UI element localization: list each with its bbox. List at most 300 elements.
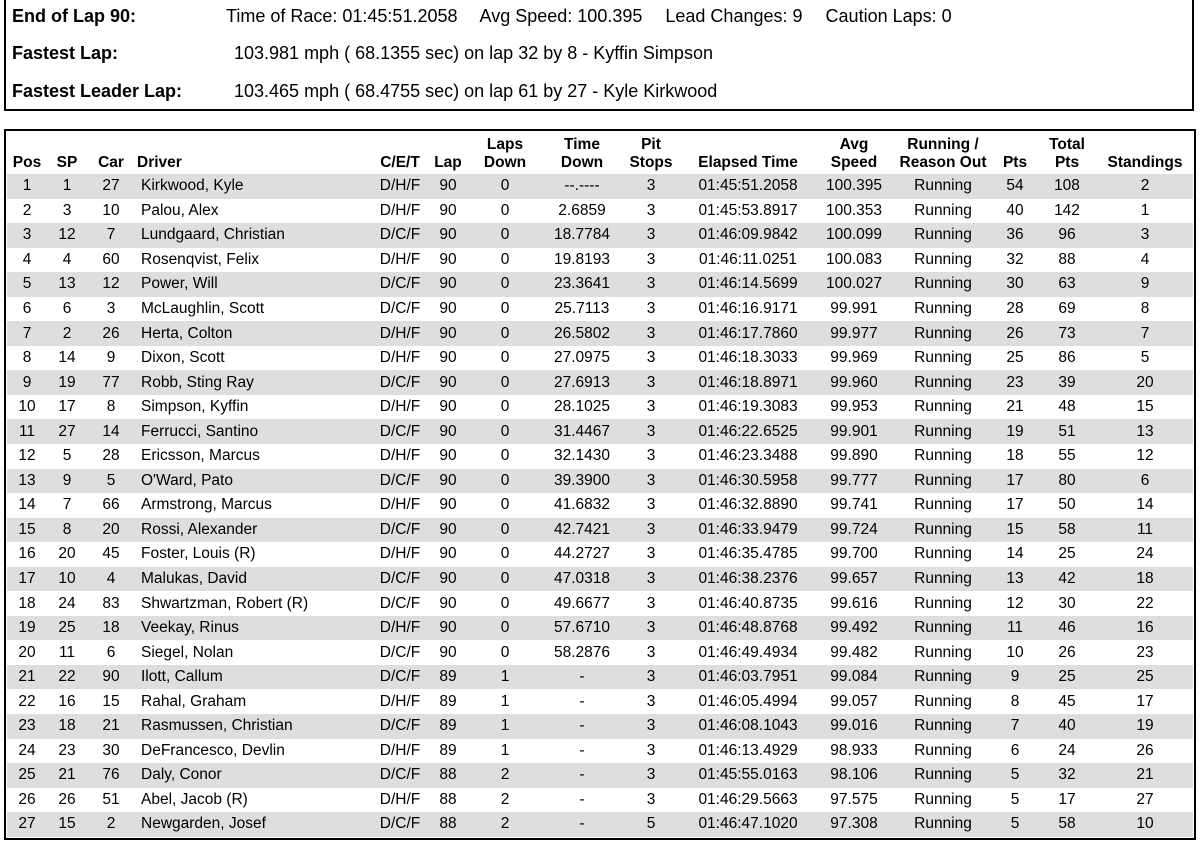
cell-total-pts: 142	[1054, 201, 1080, 219]
cell-avg-speed: 99.700	[830, 545, 878, 563]
cell-cet: D/C/F	[379, 594, 421, 612]
cell-time-down: 27.6913	[543, 370, 621, 395]
cell-sp: 21	[47, 763, 87, 788]
cell-standings: 20	[1097, 370, 1193, 395]
cell-avg-speed: 99.777	[815, 469, 893, 494]
cell-elapsed-time: 01:46:08.1043	[681, 714, 815, 739]
cell-pos: 18	[18, 594, 36, 612]
caution-laps-label: Caution Laps:	[825, 6, 937, 26]
col-header-lap: Lap	[434, 154, 462, 171]
cell-pos: 13	[7, 469, 47, 494]
cell-sp: 19	[47, 370, 87, 395]
cell-pos: 11	[7, 419, 47, 444]
cell-pit-stops: 3	[621, 174, 681, 199]
cell-standings: 6	[1097, 469, 1193, 494]
cell-pit-stops: 3	[621, 223, 681, 248]
cell-car: 12	[87, 272, 135, 297]
cell-total-pts: 58	[1037, 518, 1097, 543]
cell-pit-stops: 3	[646, 790, 656, 808]
cell-car: 8	[106, 398, 116, 416]
cell-driver: Palou, Alex	[141, 201, 219, 219]
cell-total-pts: 96	[1037, 223, 1097, 248]
cell-cet: D/H/F	[371, 616, 429, 641]
cell-total-pts: 51	[1037, 419, 1097, 444]
cell-lap: 90	[429, 469, 467, 494]
cell-running: Running	[914, 250, 972, 268]
cell-total-pts: 80	[1037, 469, 1097, 494]
table-row	[7, 542, 1193, 567]
cell-pit-stops: 3	[621, 714, 681, 739]
cell-pts: 11	[993, 616, 1037, 641]
cell-driver: Ericsson, Marcus	[141, 447, 260, 465]
cell-pts: 5	[1010, 790, 1020, 808]
cell-time-down: 2.6859	[558, 201, 606, 219]
cell-standings: 13	[1097, 419, 1193, 444]
table-row	[7, 518, 1193, 543]
cell-lap: 90	[439, 594, 457, 612]
cell-running: Running	[893, 518, 993, 543]
cell-elapsed-time: 01:46:11.0251	[699, 250, 797, 268]
cell-standings: 26	[1136, 741, 1154, 759]
fastest-lap-value: 103.981 mph ( 68.1355 sec) on lap 32 by 8 - Kyffin Simpson	[234, 43, 713, 63]
cell-sp: 8	[47, 518, 87, 543]
cell-sp: 26	[58, 790, 76, 808]
cell-sp: 3	[62, 201, 72, 219]
cell-pts: 5	[993, 812, 1037, 837]
cell-elapsed-time: 01:46:17.7860	[681, 321, 815, 346]
cell-avg-speed: 97.575	[830, 790, 878, 808]
cell-total-pts: 86	[1058, 349, 1076, 367]
cell-time-down: -	[543, 763, 621, 788]
cell-running: Running	[914, 398, 972, 416]
cell-running: Running	[914, 201, 972, 219]
cell-cet: D/C/F	[371, 469, 429, 494]
cell-laps-down: 0	[467, 518, 543, 543]
cell-sp: 16	[58, 692, 76, 710]
table-row	[7, 272, 1193, 297]
cell-sp: 12	[47, 223, 87, 248]
cell-avg-speed: 99.492	[815, 616, 893, 641]
cell-standings: 18	[1097, 567, 1193, 592]
results-table	[7, 134, 1193, 837]
cell-laps-down: 1	[467, 665, 543, 690]
table-row	[7, 346, 1193, 371]
cell-driver: Ferrucci, Santino	[135, 419, 371, 444]
cell-avg-speed: 100.083	[825, 250, 883, 268]
cell-sp: 18	[47, 714, 87, 739]
cell-driver: Armstrong, Marcus	[141, 496, 272, 514]
cell-pos: 23	[7, 714, 47, 739]
cell-time-down: -	[579, 790, 585, 808]
col-header-cet: C/E/T	[380, 154, 420, 171]
cell-laps-down: 0	[467, 419, 543, 444]
cell-car: 76	[87, 763, 135, 788]
cell-cet: D/H/F	[379, 398, 421, 416]
cell-pts: 40	[1006, 201, 1024, 219]
cell-time-down: 19.8193	[553, 250, 611, 268]
cell-total-pts: 55	[1058, 447, 1076, 465]
cell-pit-stops: 3	[621, 419, 681, 444]
cell-cet: D/H/F	[371, 321, 429, 346]
cell-laps-down: 0	[467, 370, 543, 395]
cell-time-down: 26.5802	[543, 321, 621, 346]
col-header-time-down: Time Down	[560, 136, 604, 171]
cell-avg-speed: 97.308	[815, 812, 893, 837]
cell-lap: 90	[439, 643, 457, 661]
cell-car: 21	[87, 714, 135, 739]
cell-running: Running	[914, 300, 972, 317]
cell-sp: 17	[58, 398, 76, 416]
cell-pit-stops: 3	[646, 692, 656, 710]
cell-total-pts: 50	[1058, 496, 1076, 514]
col-header-standings: Standings	[1107, 154, 1183, 171]
cell-standings: 5	[1140, 349, 1150, 367]
table-row	[7, 444, 1193, 469]
cell-sp: 25	[47, 616, 87, 641]
cell-standings: 8	[1140, 300, 1150, 317]
cell-sp: 5	[62, 447, 72, 465]
col-header-total-pts: Total Pts	[1049, 136, 1085, 171]
caution-laps-value: 0	[941, 6, 952, 26]
cell-driver: Siegel, Nolan	[141, 643, 234, 661]
cell-avg-speed: 98.106	[815, 763, 893, 788]
cell-cet: D/C/F	[371, 419, 429, 444]
cell-standings: 11	[1097, 518, 1193, 543]
cell-pit-stops: 3	[646, 594, 656, 612]
cell-total-pts: 108	[1037, 174, 1097, 199]
cell-time-down: 41.6832	[553, 496, 611, 514]
cell-avg-speed: 99.901	[815, 419, 893, 444]
cell-avg-speed: 98.933	[830, 741, 878, 759]
cell-car: 7	[87, 223, 135, 248]
cell-running: Running	[893, 763, 993, 788]
col-header-pit-stops: Pit Stops	[629, 136, 673, 171]
cell-car: 5	[87, 469, 135, 494]
cell-time-down: 32.1430	[553, 447, 611, 465]
cell-laps-down: 0	[500, 398, 510, 416]
col-header-elapsed-time: Elapsed Time	[698, 154, 798, 171]
cell-time-down: -	[543, 714, 621, 739]
cell-driver: Malukas, David	[135, 567, 371, 592]
cell-lap: 90	[439, 201, 457, 219]
cell-total-pts: 24	[1058, 741, 1076, 759]
cell-laps-down: 0	[467, 223, 543, 248]
table-row	[7, 321, 1193, 346]
cell-pos: 5	[7, 272, 47, 297]
table-row	[7, 591, 1193, 616]
cell-running: Running	[893, 223, 993, 248]
cell-total-pts: 88	[1058, 250, 1076, 268]
cell-cet: D/H/F	[379, 741, 421, 759]
cell-elapsed-time: 01:46:23.3488	[698, 447, 798, 465]
cell-avg-speed: 99.724	[815, 518, 893, 543]
table-row	[7, 714, 1193, 739]
cell-pit-stops: 3	[646, 201, 656, 219]
cell-driver: Abel, Jacob (R)	[141, 790, 248, 808]
cell-total-pts: 48	[1058, 398, 1076, 416]
cell-time-down: 28.1025	[553, 398, 611, 416]
cell-pos: 14	[18, 496, 36, 514]
cell-pts: 17	[993, 469, 1037, 494]
cell-avg-speed: 99.084	[815, 665, 893, 690]
cell-pit-stops: 3	[621, 665, 681, 690]
cell-elapsed-time: 01:46:22.6525	[681, 419, 815, 444]
cell-total-pts: 40	[1037, 714, 1097, 739]
cell-avg-speed: 99.960	[815, 370, 893, 395]
cell-sp: 23	[58, 741, 76, 759]
cell-pit-stops: 3	[646, 349, 656, 367]
cell-elapsed-time: 01:46:16.9171	[698, 300, 798, 317]
cell-pos: 12	[18, 447, 36, 465]
cell-cet: D/H/F	[379, 201, 421, 219]
cell-standings: 4	[1140, 250, 1150, 268]
cell-running: Running	[914, 643, 972, 661]
cell-driver: Newgarden, Josef	[135, 812, 371, 837]
cell-laps-down: 1	[500, 741, 510, 759]
col-header-laps-down: Laps Down	[483, 136, 527, 171]
cell-elapsed-time: 01:46:18.8971	[681, 370, 815, 395]
cell-total-pts: 42	[1037, 567, 1097, 592]
cell-total-pts: 39	[1037, 370, 1097, 395]
cell-avg-speed: 99.953	[830, 398, 878, 416]
cell-running: Running	[893, 665, 993, 690]
cell-lap: 90	[429, 174, 467, 199]
cell-running: Running	[914, 545, 972, 563]
cell-laps-down: 0	[500, 594, 510, 612]
cell-standings: 21	[1097, 763, 1193, 788]
results-panel	[4, 129, 1196, 840]
cell-elapsed-time: 01:46:40.8735	[698, 594, 798, 612]
cell-laps-down: 0	[500, 496, 510, 514]
cell-lap: 89	[439, 741, 457, 759]
cell-lap: 89	[429, 714, 467, 739]
cell-pit-stops: 3	[646, 496, 656, 514]
cell-cet: D/C/F	[371, 763, 429, 788]
cell-pit-stops: 3	[646, 643, 656, 661]
cell-sp: 27	[47, 419, 87, 444]
cell-pts: 25	[1006, 349, 1024, 367]
cell-standings: 23	[1136, 643, 1154, 661]
cell-elapsed-time: 01:46:33.9479	[681, 518, 815, 543]
cell-elapsed-time: 01:46:48.8768	[681, 616, 815, 641]
cell-standings: 25	[1097, 665, 1193, 690]
race-stats	[226, 2, 952, 30]
col-header-pos: Pos	[12, 154, 42, 171]
cell-running: Running	[893, 321, 993, 346]
cell-pos: 4	[22, 250, 32, 268]
cell-car: 45	[102, 545, 120, 563]
cell-pos: 21	[7, 665, 47, 690]
table-row	[7, 419, 1193, 444]
table-row	[7, 640, 1193, 665]
cell-time-down: 44.2727	[553, 545, 611, 563]
cell-cet: D/C/F	[371, 714, 429, 739]
cell-sp: 1	[47, 174, 87, 199]
table-row	[7, 223, 1193, 248]
table-row	[7, 665, 1193, 690]
cell-pit-stops: 3	[646, 545, 656, 563]
cell-car: 60	[102, 250, 120, 268]
cell-standings: 16	[1097, 616, 1193, 641]
cell-pos: 16	[18, 545, 36, 563]
cell-lap: 90	[439, 496, 457, 514]
cell-cet: D/H/F	[379, 349, 421, 367]
cell-standings: 14	[1136, 496, 1154, 514]
cell-laps-down: 0	[500, 643, 510, 661]
cell-laps-down: 2	[467, 812, 543, 837]
cell-driver: Veekay, Rinus	[135, 616, 371, 641]
cell-time-down: 49.6677	[553, 594, 611, 612]
cell-time-down: 42.7421	[543, 518, 621, 543]
fastest-lap-label: Fastest Lap:	[12, 43, 119, 63]
cell-time-down: --.----	[543, 174, 621, 199]
cell-time-down: 31.4467	[543, 419, 621, 444]
cell-time-down: -	[543, 812, 621, 837]
cell-laps-down: 0	[467, 616, 543, 641]
cell-elapsed-time: 01:45:55.0163	[681, 763, 815, 788]
cell-running: Running	[893, 419, 993, 444]
cell-total-pts: 46	[1037, 616, 1097, 641]
cell-pos: 27	[7, 812, 47, 837]
cell-lap: 89	[439, 692, 457, 710]
cell-running: Running	[914, 447, 972, 465]
cell-cet: D/C/F	[379, 300, 421, 317]
cell-pos: 25	[7, 763, 47, 788]
cell-driver: O'Ward, Pato	[135, 469, 371, 494]
cell-pos: 24	[18, 741, 36, 759]
table-row	[7, 297, 1193, 322]
cell-total-pts: 26	[1058, 643, 1076, 661]
cell-time-down: -	[579, 741, 585, 759]
cell-pts: 18	[1006, 447, 1024, 465]
cell-cet: D/H/F	[379, 790, 421, 808]
cell-pit-stops: 3	[621, 272, 681, 297]
cell-driver: Rahal, Graham	[141, 692, 247, 710]
cell-pos: 20	[18, 643, 36, 661]
cell-pts: 7	[993, 714, 1037, 739]
results-body	[7, 174, 1193, 837]
cell-laps-down: 0	[467, 174, 543, 199]
cell-avg-speed: 100.099	[815, 223, 893, 248]
cell-sp: 2	[47, 321, 87, 346]
cell-driver: Rosenqvist, Felix	[141, 250, 260, 268]
cell-lap: 90	[439, 398, 457, 416]
cell-total-pts: 73	[1037, 321, 1097, 346]
cell-cet: D/C/F	[371, 272, 429, 297]
table-row	[7, 174, 1193, 199]
cell-laps-down: 0	[500, 201, 510, 219]
cell-running: Running	[893, 370, 993, 395]
cell-time-down: -	[543, 665, 621, 690]
cell-running: Running	[914, 594, 972, 612]
cell-car: 77	[87, 370, 135, 395]
cell-driver: Rossi, Alexander	[135, 518, 371, 543]
cell-cet: D/H/F	[379, 447, 421, 465]
cell-running: Running	[893, 812, 993, 837]
cell-car: 18	[87, 616, 135, 641]
cell-elapsed-time: 01:46:19.3083	[698, 398, 798, 416]
cell-laps-down: 0	[467, 567, 543, 592]
cell-pts: 36	[993, 223, 1037, 248]
cell-lap: 89	[429, 665, 467, 690]
cell-sp: 11	[58, 643, 76, 661]
cell-elapsed-time: 01:46:30.5958	[681, 469, 815, 494]
cell-pos: 7	[7, 321, 47, 346]
avg-speed-label: Avg Speed:	[479, 6, 573, 26]
cell-total-pts: 30	[1058, 594, 1076, 612]
cell-elapsed-time: 01:46:13.4929	[698, 741, 798, 759]
cell-laps-down: 0	[500, 545, 510, 563]
table-row	[7, 763, 1193, 788]
cell-sp: 15	[47, 812, 87, 837]
cell-total-pts: 58	[1037, 812, 1097, 837]
cell-driver: Simpson, Kyffin	[141, 398, 249, 416]
cell-car: 90	[87, 665, 135, 690]
cell-lap: 90	[439, 545, 457, 563]
cell-pos: 26	[18, 790, 36, 808]
cell-driver: Daly, Conor	[135, 763, 371, 788]
cell-standings: 3	[1097, 223, 1193, 248]
cell-standings: 2	[1097, 174, 1193, 199]
cell-running: Running	[914, 790, 972, 808]
avg-speed-value: 100.395	[577, 6, 643, 26]
table-row	[7, 248, 1193, 273]
cell-running: Running	[893, 616, 993, 641]
cell-cet: D/C/F	[371, 518, 429, 543]
cell-sp: 7	[62, 496, 72, 514]
cell-lap: 90	[429, 272, 467, 297]
cell-running: Running	[893, 714, 993, 739]
cell-running: Running	[914, 349, 972, 367]
cell-pos: 10	[18, 398, 36, 416]
cell-pos: 22	[18, 692, 36, 710]
cell-standings: 10	[1097, 812, 1193, 837]
cell-laps-down: 1	[500, 692, 510, 710]
cell-pit-stops: 3	[646, 300, 656, 317]
cell-sp: 24	[58, 594, 76, 612]
cell-lap: 90	[429, 616, 467, 641]
cell-laps-down: 0	[467, 469, 543, 494]
cell-driver: Power, Will	[135, 272, 371, 297]
cell-pts: 54	[993, 174, 1037, 199]
cell-elapsed-time: 01:46:29.5663	[698, 790, 798, 808]
cell-total-pts: 45	[1058, 692, 1076, 710]
cell-elapsed-time: 01:46:03.7951	[681, 665, 815, 690]
cell-car: 2	[87, 812, 135, 837]
cell-running: Running	[893, 469, 993, 494]
race-time-label: Time of Race:	[226, 6, 338, 26]
table-row	[7, 370, 1193, 395]
cell-cet: D/H/F	[379, 692, 421, 710]
cell-driver: Robb, Sting Ray	[135, 370, 371, 395]
cell-standings: 9	[1097, 272, 1193, 297]
cell-lap: 90	[439, 250, 457, 268]
cell-avg-speed: 99.890	[830, 447, 878, 465]
table-row	[7, 567, 1193, 592]
cell-avg-speed: 100.353	[825, 201, 883, 219]
cell-driver: Herta, Colton	[135, 321, 371, 346]
cell-sp: 13	[47, 272, 87, 297]
table-row	[7, 739, 1193, 764]
cell-elapsed-time: 01:45:53.8917	[698, 201, 798, 219]
cell-pos: 17	[7, 567, 47, 592]
lead-changes-value: 9	[792, 6, 803, 26]
cell-pts: 32	[1006, 250, 1024, 268]
cell-cet: D/C/F	[371, 370, 429, 395]
cell-sp: 22	[47, 665, 87, 690]
cell-pos: 19	[7, 616, 47, 641]
cell-car: 26	[87, 321, 135, 346]
